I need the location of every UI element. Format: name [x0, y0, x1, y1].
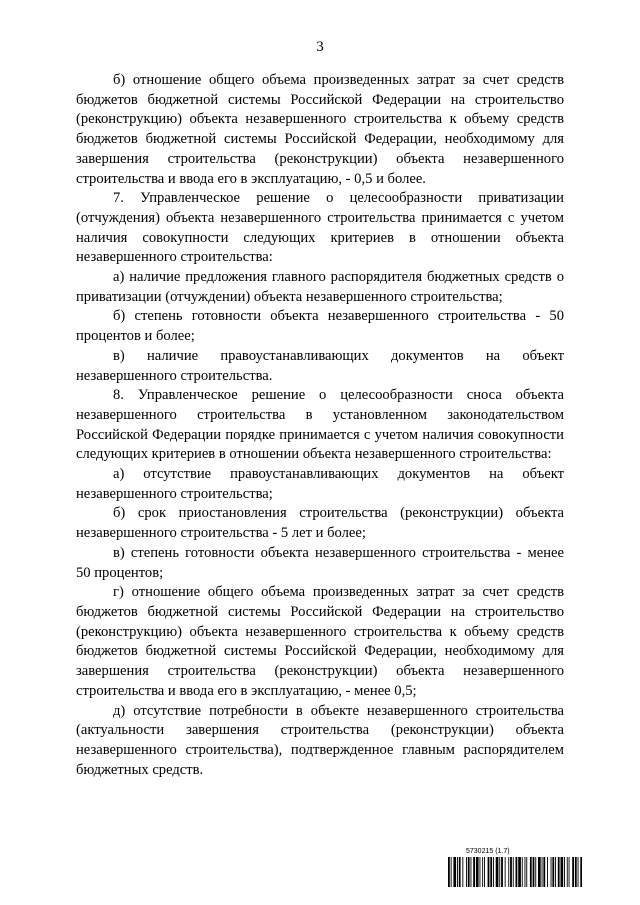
- barcode-bar: [580, 857, 582, 887]
- barcode-bar: [466, 857, 467, 887]
- paragraph-8c: в) степень готовности объекта незавершенного строительства - менее 50 процентов;: [76, 544, 564, 581]
- barcode-bar: [510, 857, 512, 887]
- paragraph-1b-cost-ratio: б) отношение общего объема произведенных затрат за счет средств бюджетов бюджетной системы Российской Федерации на строительство (реконструкцию) объекта незавершенного строительства к объему средств бюджетов бюджетной системы Российской Федерации, необходимому для завершения строительства (реконструкции) объекта незавершенного строительства и ввода его в эксплуатацию, - 0,5 и более.: [76, 72, 564, 187]
- document-body: [76, 71, 564, 780]
- barcode-bar: [473, 857, 475, 887]
- barcode-bar: [558, 857, 560, 887]
- barcode-bar: [543, 857, 545, 887]
- barcode-bar: [567, 857, 568, 887]
- barcode-bar: [518, 857, 521, 887]
- barcode-bar: [476, 857, 479, 887]
- barcode-bar: [535, 857, 536, 887]
- barcode-bar: [572, 857, 574, 887]
- barcode-bar: [468, 857, 470, 887]
- barcode-bar: [551, 857, 552, 887]
- barcode-bar: [561, 857, 564, 887]
- paragraph-8-demolition: 8. Управленческое решение о целесообразности сноса объекта незавершенного строительства в установленном законодательством Российской Федерации порядке принимается с учетом наличия совокупности следующих критериев в отношении объекта незавершенного строительства:: [76, 387, 564, 463]
- barcode-bar: [448, 857, 450, 887]
- barcode-bar: [513, 857, 514, 887]
- barcode-bar: [480, 857, 481, 887]
- barcode-bar: [578, 857, 579, 887]
- barcode-bar: [508, 857, 509, 887]
- barcode-bar: [471, 857, 472, 887]
- barcode-bar: [453, 857, 456, 887]
- paragraph-7a: а) наличие предложения главного распорядителя бюджетных средств о приватизации (отчуждении) объекта незавершенного строительства;: [76, 269, 564, 305]
- barcode-bar: [505, 857, 506, 887]
- barcode-bar: [457, 857, 458, 887]
- barcode-bar: [493, 857, 494, 887]
- barcode-bar: [575, 857, 577, 887]
- document-code: 5730215 (1.7): [466, 848, 510, 855]
- barcode-bar: [484, 857, 485, 887]
- barcode-bar: [569, 857, 570, 887]
- barcode-bar: [516, 857, 518, 887]
- barcode-bar: [547, 857, 548, 887]
- barcode-bar: [459, 857, 461, 887]
- barcode-bar: [499, 857, 500, 887]
- barcode-bar: [530, 857, 532, 887]
- paragraph-7c: в) наличие правоустанавливающих документов на объект незавершенного строительства.: [76, 347, 564, 384]
- barcode-bar: [564, 857, 565, 887]
- paragraph-8a: а) отсутствие правоустанавливающих документов на объект незавершенного строительства;: [76, 466, 564, 502]
- paragraph-7-privatization: 7. Управленческое решение о целесообразности приватизации (отчуждения) объекта незавершенного строительства принимается с учетом наличия совокупности следующих критериев в отношении объекта незавершенного строительства:: [76, 190, 564, 266]
- paragraph-8d: г) отношение общего объема произведенных затрат за счет средств бюджетов бюджетной системы Российской Федерации на строительство (реконструкцию) объекта незавершенного строительства к объему средств бюджетов бюджетной системы Российской Федерации, необходимому для завершения строительства (реконструкции) объекта незавершенного строительства и ввода его в эксплуатацию, - менее 0,5;: [76, 584, 564, 699]
- paragraph-8b: б) срок приостановления строительства (реконструкции) объекта незавершенного строительства - 5 лет и более;: [76, 505, 564, 542]
- paragraph-8e: д) отсутствие потребности в объекте незавершенного строительства (актуальности завершения строительства (реконструкции) объекта незавершенного строительства), подтвержденное главным распорядителем бюджетных средств.: [76, 702, 564, 778]
- document-footer: [448, 848, 582, 888]
- barcode-bar: [496, 857, 499, 887]
- barcode-bar: [526, 857, 527, 887]
- page-number: 3: [316, 39, 324, 55]
- barcode-bar: [462, 857, 463, 887]
- barcode-bar: [555, 857, 556, 887]
- barcode-bar: [538, 857, 541, 887]
- barcode-bar: [482, 857, 483, 887]
- barcode-bar: [451, 857, 452, 887]
- barcode-bar: [522, 857, 523, 887]
- barcode-bar: [542, 857, 543, 887]
- barcode-bar: [488, 857, 490, 887]
- barcode-icon: [448, 857, 582, 887]
- barcode-bar: [490, 857, 492, 887]
- barcode-bar: [525, 857, 526, 887]
- barcode-bar: [552, 857, 554, 887]
- barcode-bar: [501, 857, 503, 887]
- barcode-bar: [533, 857, 535, 887]
- paragraph-7b: б) степень готовности объекта незавершенного строительства - 50 процентов и более;: [76, 308, 564, 345]
